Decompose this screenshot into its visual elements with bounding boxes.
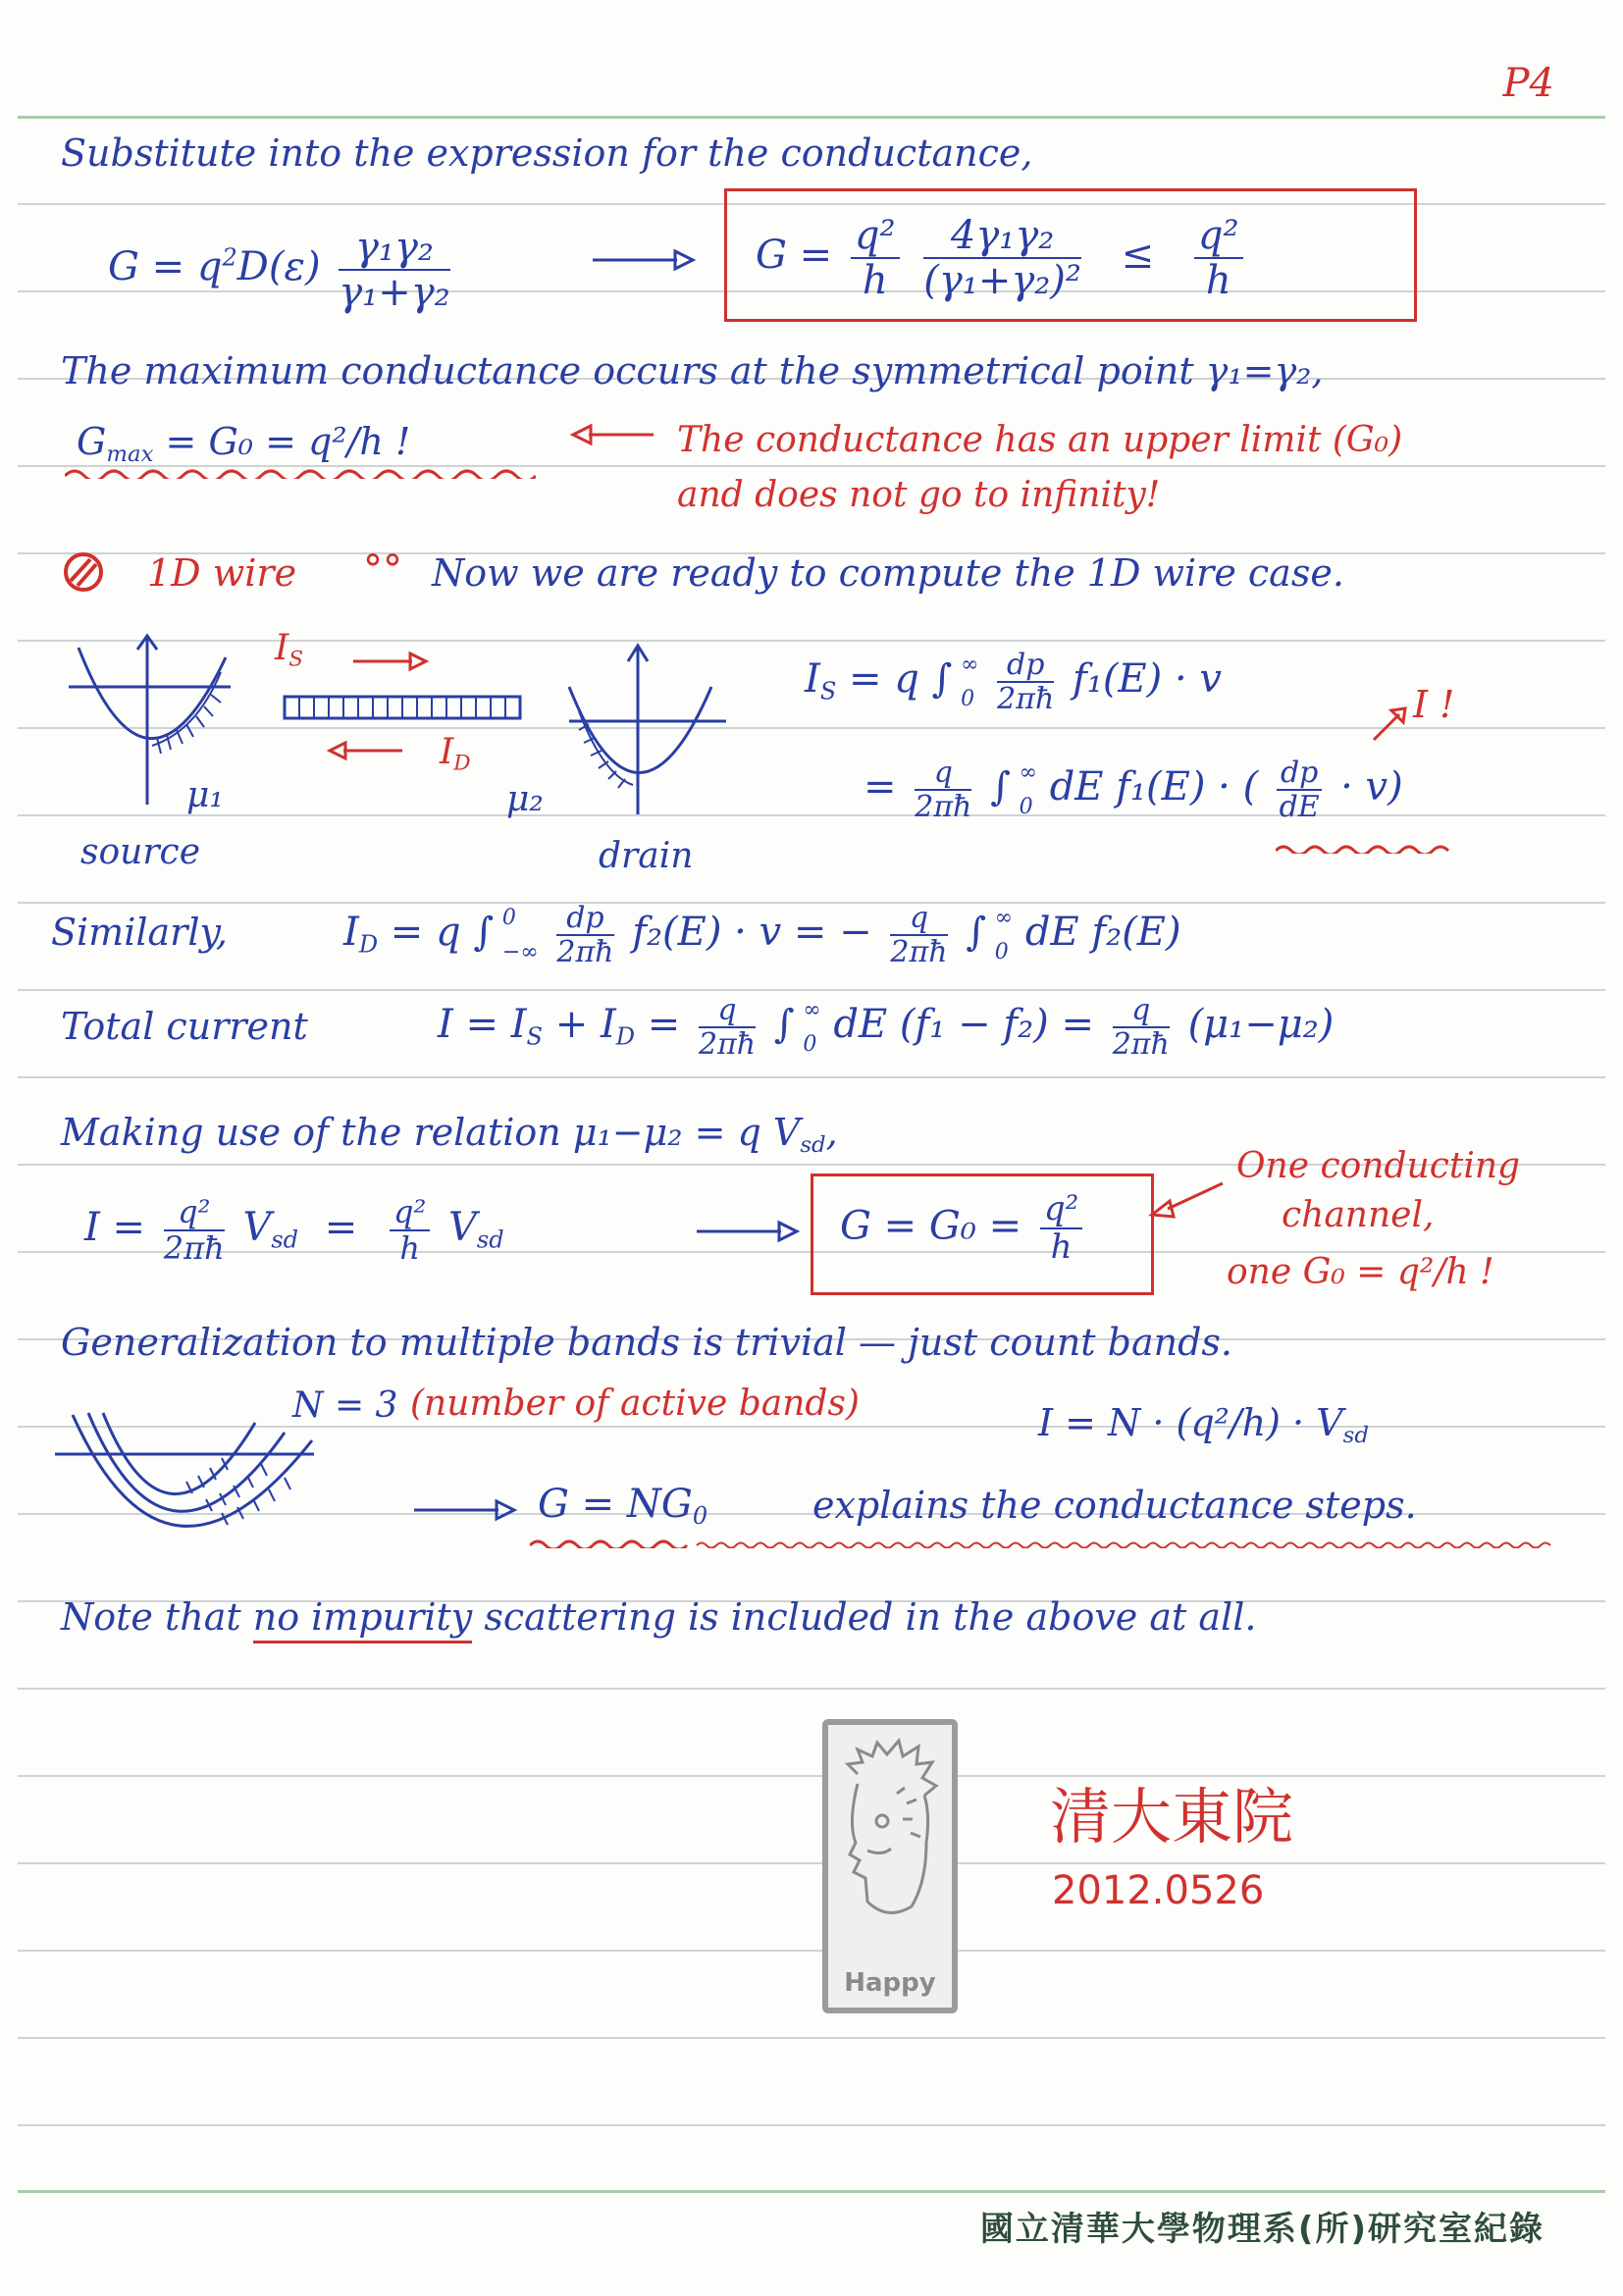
final-note (61, 1595, 1256, 1639)
total-eq-a: I = I (438, 1002, 527, 1048)
total-eq-mid: dE (f₁ − f₂) = (833, 1002, 1094, 1048)
g-ng-formula (538, 1482, 707, 1530)
boxed-g0-lhs: G = G₀ = (840, 1203, 1022, 1249)
relation-sub: sd (800, 1131, 826, 1158)
max-conductance-line: The maximum conductance occurs at the symmetrical point γ₁=γ₂, (61, 349, 1324, 392)
id-eq-lhs: I (343, 910, 359, 956)
is-eq2-mid: dE f₁(E) · ( (1049, 764, 1259, 810)
id-eq-limits2 (995, 901, 1013, 969)
ruled-line (18, 989, 1605, 991)
i-exclamation: I ! (1413, 683, 1455, 726)
arrow-icon (693, 1217, 801, 1246)
is-eq2-eq: = (864, 764, 897, 810)
boxed-frac3-num: q² (1194, 214, 1243, 259)
is-eq2-inner-frac (1277, 757, 1322, 823)
n3-note: (number of active bands) (410, 1383, 860, 1424)
id-label (440, 732, 471, 775)
total-eq-limits (803, 993, 820, 1062)
intro-line: Substitute into the expression for the conductance, (61, 131, 1033, 175)
total-eq-den: 2πħ (698, 1027, 757, 1063)
current-vsd-equation (84, 1195, 504, 1266)
ruled-line (18, 1688, 1605, 1690)
is-eq2-limits (1020, 756, 1037, 824)
i-eq-v2-sub: sd (476, 1226, 504, 1254)
total-eq-b-sub: D (615, 1022, 635, 1051)
mu2-label: μ₂ (506, 779, 544, 819)
upper-limit-note-line1: The conductance has an upper limit (G₀) (677, 420, 1403, 460)
final-note-c: scattering is included in the above at all. (484, 1595, 1257, 1639)
g-ng-sub: 0 (692, 1502, 708, 1531)
total-eq-a-sub: S (526, 1022, 543, 1051)
boxed-lhs: G = (756, 233, 833, 278)
id-eq-lhs-sub: D (358, 930, 379, 959)
is-label (275, 628, 303, 671)
is-eq2-inner-den: dE (1279, 790, 1320, 825)
conducting-note-line2: channel, (1282, 1195, 1435, 1235)
left-arrow-icon (1148, 1174, 1227, 1223)
is-label-sub: S (288, 647, 304, 672)
boxed-frac2-num: 4γ₁γ₂ (923, 214, 1081, 259)
happy-stamp (822, 1719, 958, 2013)
bullet-text: Now we are ready to compute the 1D wire case. (432, 551, 1344, 595)
relation-tail: , (825, 1111, 838, 1154)
is-equation-2 (864, 756, 1403, 824)
boxed-g0-frac (1040, 1191, 1082, 1267)
ruled-line (18, 1950, 1605, 1952)
boxed-frac2-den: (γ₁+γ₂)² (923, 258, 1081, 303)
left-arrow-icon (569, 420, 657, 449)
i-eq-lhs: I = (84, 1205, 146, 1251)
total-eq-lim-bot: 0 (803, 1032, 817, 1058)
is-eq-limits (961, 648, 978, 716)
gmax-rest: = G₀ = q²/h ! (165, 420, 411, 463)
relation-text: Making use of the relation μ₁−μ₂ = q V (61, 1111, 801, 1154)
total-eq-num: q (699, 994, 756, 1028)
generalization-line: Generalization to multiple bands is trivial — just count bands. (61, 1321, 1233, 1364)
footer-label: 國立清華大學物理系(所)研究室紀錄 (979, 2210, 1544, 2249)
i-eq-eq: = (324, 1205, 358, 1251)
id-eq-rhs: = q ∫ (390, 910, 495, 956)
top-margin-line (18, 116, 1605, 119)
colon-mark: °° (363, 548, 402, 593)
gamma-fraction-num: γ₁γ₂ (339, 226, 449, 271)
i-eq-frac2 (390, 1195, 430, 1266)
i-eq-num2: q² (390, 1195, 430, 1231)
i-eq-v2: V (448, 1205, 477, 1251)
conducting-note-line3: one G₀ = q²/h ! (1227, 1252, 1494, 1292)
id-eq-mid: f₂(E) · v = − (632, 910, 872, 956)
n3-label: N = 3 (292, 1385, 398, 1426)
total-eq-b: + I (554, 1002, 616, 1048)
id-eq-lim-bot2: 0 (994, 940, 1009, 965)
current-n-equation (1038, 1401, 1369, 1448)
ruled-line (18, 2037, 1605, 2039)
id-eq-lim-top2: ∞ (994, 906, 1014, 930)
id-eq-den2: 2πħ (890, 935, 948, 970)
face-icon (828, 1735, 952, 1951)
boxed-rel: ≤ (1121, 233, 1155, 278)
total-eq-lim-top: ∞ (803, 998, 821, 1022)
boxed-g0-den: h (1050, 1227, 1073, 1268)
id-eq-limits (502, 901, 539, 969)
is-eq-lim-bot: 0 (961, 687, 975, 712)
id-eq-frac (556, 902, 613, 968)
gmax-g: G (77, 420, 107, 463)
ruled-line (18, 2124, 1605, 2126)
similarly-label: Similarly, (51, 911, 228, 954)
boxed-g0-num: q² (1040, 1191, 1082, 1229)
source-label: source (80, 832, 201, 872)
multi-band-diagram (49, 1403, 334, 1550)
is-eq2-tail: · v) (1340, 764, 1403, 810)
is-eq2-lim-bot: 0 (1019, 795, 1033, 820)
upper-limit-note-line2: and does not go to infinity! (677, 475, 1161, 515)
i-n-sub: sd (1342, 1422, 1369, 1448)
boxed-frac1 (851, 214, 900, 302)
total-eq-tail: (μ₁−μ₂) (1187, 1002, 1335, 1048)
boxed-frac3 (1194, 214, 1243, 302)
conductance-lhs-sup: 2 (222, 243, 237, 272)
arrow-icon (410, 1495, 518, 1525)
wavy-underline (65, 469, 536, 479)
wavy-underline (1276, 844, 1452, 854)
gmax-sub: max (106, 441, 154, 467)
id-eq-num2: q (890, 902, 947, 936)
g-ng-text: G = NG (538, 1482, 693, 1527)
conducting-note-line1: One conducting (1236, 1146, 1521, 1186)
boxed-frac2 (923, 214, 1081, 302)
wavy-underline (530, 1539, 1590, 1548)
boxed-g0-formula (840, 1191, 1088, 1267)
drain-label: drain (599, 836, 694, 876)
i-eq-v1-sub: sd (271, 1226, 299, 1254)
id-eq-num: dp (556, 902, 613, 936)
id-eq-lim-top: 0 (501, 906, 516, 930)
page-number: P4 (1502, 61, 1554, 106)
boxed-frac1-num: q² (851, 214, 900, 259)
is-eq-den: 2πħ (997, 682, 1055, 717)
ruled-line (18, 1862, 1605, 1864)
conductance-lhs: G = q (108, 244, 223, 289)
i-eq-v1: V (242, 1205, 272, 1251)
i-eq-den1: 2πħ (163, 1229, 225, 1268)
mu1-label: μ₁ (186, 775, 224, 815)
is-eq2-int: ∫ (990, 764, 1011, 810)
signature: 清大東院 (1050, 1781, 1294, 1852)
total-eq-num2: q (1113, 994, 1170, 1028)
conductance-formula (108, 226, 456, 314)
relation-line (61, 1111, 838, 1158)
bottom-margin-line (18, 2190, 1605, 2193)
boxed-frac1-den: h (862, 258, 888, 303)
i-eq-frac1 (164, 1195, 225, 1266)
total-eq-den2: 2πħ (1112, 1027, 1170, 1063)
is-eq-tail: f₁(E) · v (1072, 656, 1222, 703)
final-note-b: no impurity (253, 1595, 472, 1644)
is-equation (805, 648, 1222, 716)
is-eq-num: dp (997, 649, 1054, 683)
is-label-i: I (275, 628, 289, 668)
diagonal-arrow-icon (1370, 704, 1409, 744)
is-eq-lim-top: ∞ (961, 652, 979, 677)
i-eq-num1: q² (164, 1195, 225, 1231)
boxed-conductance-formula (756, 214, 1249, 302)
total-eq-int: ∫ (773, 1002, 795, 1048)
gamma-fraction-den: γ₁+γ₂ (339, 270, 450, 315)
gamma-fraction (339, 226, 449, 314)
is-eq2-inner-num: dp (1277, 757, 1322, 791)
id-label-sub: D (453, 751, 471, 776)
id-label-i: I (440, 732, 454, 772)
is-eq-lhs: I (805, 656, 820, 703)
id-eq-den: 2πħ (556, 935, 614, 970)
is-eq-lhs-sub: S (819, 677, 837, 705)
stamp-text: Happy (844, 1968, 936, 1998)
is-eq2-frac (915, 757, 971, 823)
bullet-icon (61, 549, 106, 595)
gmax-formula (77, 420, 410, 467)
final-note-a: Note that (61, 1595, 241, 1639)
total-current-label: Total current (61, 1005, 308, 1048)
bullet-label: 1D wire (147, 551, 297, 595)
i-n-text: I = N · (q²/h) · V (1038, 1401, 1343, 1444)
id-eq-frac2 (890, 902, 947, 968)
total-eq-c: = (647, 1002, 681, 1048)
is-eq2-lim-top: ∞ (1019, 760, 1037, 785)
date: 2012.0526 (1052, 1868, 1265, 1913)
id-eq-tail: dE f₂(E) (1024, 910, 1181, 956)
is-eq-rhs: = q ∫ (848, 656, 953, 703)
i-eq-den2: h (399, 1229, 420, 1268)
is-eq-frac (997, 649, 1054, 715)
arrow-icon (589, 245, 697, 275)
total-eq-frac2 (1113, 994, 1170, 1061)
total-eq-frac (699, 994, 756, 1061)
is-eq2-num: q (915, 757, 971, 791)
conductance-lhs-rest: D(ε) (236, 244, 321, 289)
explains-text: explains the conductance steps. (812, 1484, 1417, 1527)
total-current-equation (438, 993, 1334, 1062)
id-equation (343, 901, 1181, 969)
is-eq2-den: 2πħ (915, 790, 972, 825)
boxed-frac3-den: h (1205, 258, 1231, 303)
ruled-line (18, 1775, 1605, 1777)
id-eq-int: ∫ (966, 910, 987, 956)
ruled-line (18, 1076, 1605, 1078)
id-eq-lim-bot: −∞ (501, 940, 539, 965)
